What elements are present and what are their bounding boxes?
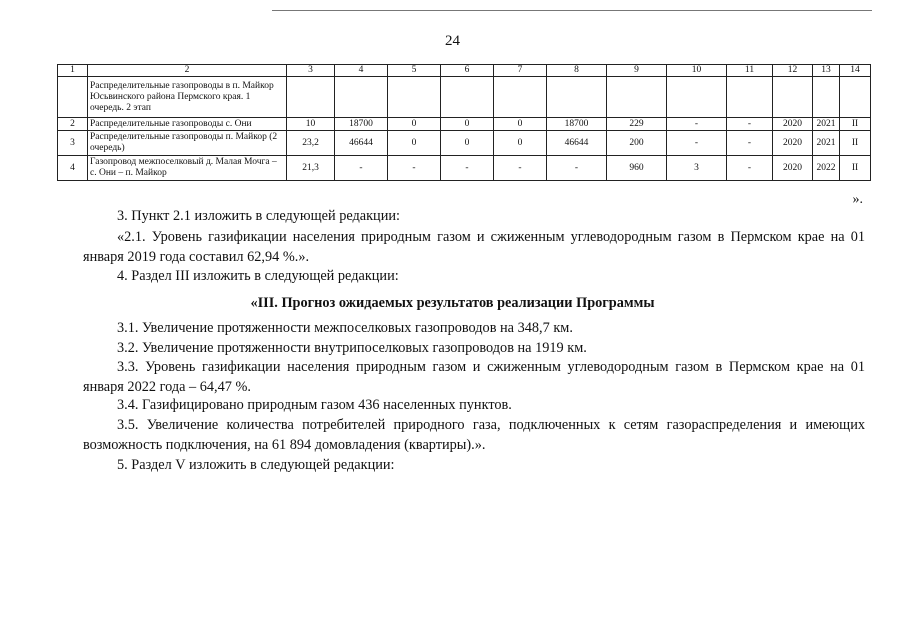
table-cell: 0	[494, 118, 547, 131]
table-cell	[773, 77, 813, 118]
table-cell: 0	[441, 131, 494, 156]
top-rule	[272, 10, 872, 11]
table-cell	[727, 77, 773, 118]
paragraph-3-5: 3.5. Увеличение количества потребителей природного газа, подключенных к сетям газораспределения и имеющих возможность подключения, на 61 894 домовладения (квартиры).».	[83, 417, 865, 453]
column-number-cell: 3	[287, 65, 335, 77]
table-cell: 0	[494, 131, 547, 156]
gas-pipeline-table	[57, 64, 871, 181]
table-cell: 0	[388, 118, 441, 131]
table-row	[58, 77, 871, 118]
table-cell: 2022	[813, 156, 840, 181]
table-cell: -	[667, 131, 727, 156]
column-number-cell: 8	[547, 65, 607, 77]
table-cell: 2	[58, 118, 88, 131]
closing-quote: ».	[852, 192, 863, 207]
table-cell: 2020	[773, 156, 813, 181]
paragraph-3-2: 3.2. Увеличение протяженности внутрипоселковых газопроводов на 1919 км.	[117, 340, 587, 356]
table-cell: 46644	[335, 131, 388, 156]
table-cell	[335, 77, 388, 118]
table-cell: 0	[441, 118, 494, 131]
object-name-cell: Распределительные газопроводы с. Они	[88, 118, 287, 131]
table-cell: 21,3	[287, 156, 335, 181]
object-name-cell: Распределительные газопроводы п. Майкор (2 очередь)	[88, 131, 287, 156]
table-cell: -	[388, 156, 441, 181]
table-cell: -	[727, 156, 773, 181]
table-cell	[813, 77, 840, 118]
table-cell: 2020	[773, 118, 813, 131]
paragraph-3-4: 3.4. Газифицировано природным газом 436 населенных пунктов.	[117, 397, 512, 413]
table-cell: 18700	[335, 118, 388, 131]
column-number-cell: 2	[88, 65, 287, 77]
paragraph-3-1: 3.1. Увеличение протяженности межпоселковых газопроводов на 348,7 км.	[117, 320, 573, 336]
table-cell: 200	[607, 131, 667, 156]
table-cell: 0	[388, 131, 441, 156]
table-cell	[547, 77, 607, 118]
table-cell: -	[441, 156, 494, 181]
column-number-cell: 9	[607, 65, 667, 77]
table-cell: 2020	[773, 131, 813, 156]
table-row	[58, 156, 871, 181]
table-row	[58, 131, 871, 156]
object-name-cell: Распределительные газопроводы в п. Майкор Юсьвинского района Пермского края. 1 очередь. 2 этап	[88, 77, 287, 118]
table-cell: 3	[667, 156, 727, 181]
object-name-cell: Газопровод межпоселковый д. Малая Мочга – с. Они – п. Майкор	[88, 156, 287, 181]
column-number-cell: 4	[335, 65, 388, 77]
column-number-cell: 11	[727, 65, 773, 77]
column-number-cell: 10	[667, 65, 727, 77]
table-cell: 23,2	[287, 131, 335, 156]
paragraph-item-3: 3. Пункт 2.1 изложить в следующей редакции:	[117, 208, 400, 224]
table-cell	[607, 77, 667, 118]
table-cell	[388, 77, 441, 118]
column-number-cell: 14	[840, 65, 871, 77]
column-number-cell: 1	[58, 65, 88, 77]
table-cell: -	[727, 131, 773, 156]
paragraph-2-1-quote: «2.1. Уровень газификации населения природным газом и сжиженным углеводородным газом в Пермском крае на 01 января 2019 года составил 62,94 %.».	[83, 229, 865, 265]
table-cell	[441, 77, 494, 118]
table-header-row	[58, 65, 871, 77]
page-number: 24	[445, 33, 460, 49]
paragraph-3-3: 3.3. Уровень газификации населения природным газом и сжиженным углеводородным газом в Пермском крае на 01 января 2022 года – 64,47 %.	[83, 359, 865, 395]
table-cell: -	[727, 118, 773, 131]
section-heading: «III. Прогноз ожидаемых результатов реализации Программы	[250, 295, 655, 311]
table-cell: 3	[58, 131, 88, 156]
table-cell: -	[494, 156, 547, 181]
table-cell	[840, 77, 871, 118]
table-cell: 2021	[813, 131, 840, 156]
table-cell: 10	[287, 118, 335, 131]
table-cell: II	[840, 131, 871, 156]
column-number-cell: 13	[813, 65, 840, 77]
table-cell: 18700	[547, 118, 607, 131]
table-cell: -	[335, 156, 388, 181]
table-cell	[287, 77, 335, 118]
table-cell: II	[840, 118, 871, 131]
table-cell: 960	[607, 156, 667, 181]
column-number-cell: 6	[441, 65, 494, 77]
table-cell	[494, 77, 547, 118]
table-cell: 2021	[813, 118, 840, 131]
table-cell: 229	[607, 118, 667, 131]
table-cell: 4	[58, 156, 88, 181]
table-cell	[58, 77, 88, 118]
paragraph-item-4: 4. Раздел III изложить в следующей редакции:	[117, 268, 399, 284]
column-number-cell: 7	[494, 65, 547, 77]
table-cell	[667, 77, 727, 118]
table-cell: 46644	[547, 131, 607, 156]
table-cell: II	[840, 156, 871, 181]
paragraph-item-5: 5. Раздел V изложить в следующей редакции:	[117, 457, 395, 473]
table-row	[58, 118, 871, 131]
column-number-cell: 5	[388, 65, 441, 77]
table-cell: -	[547, 156, 607, 181]
column-number-cell: 12	[773, 65, 813, 77]
table-cell: -	[667, 118, 727, 131]
